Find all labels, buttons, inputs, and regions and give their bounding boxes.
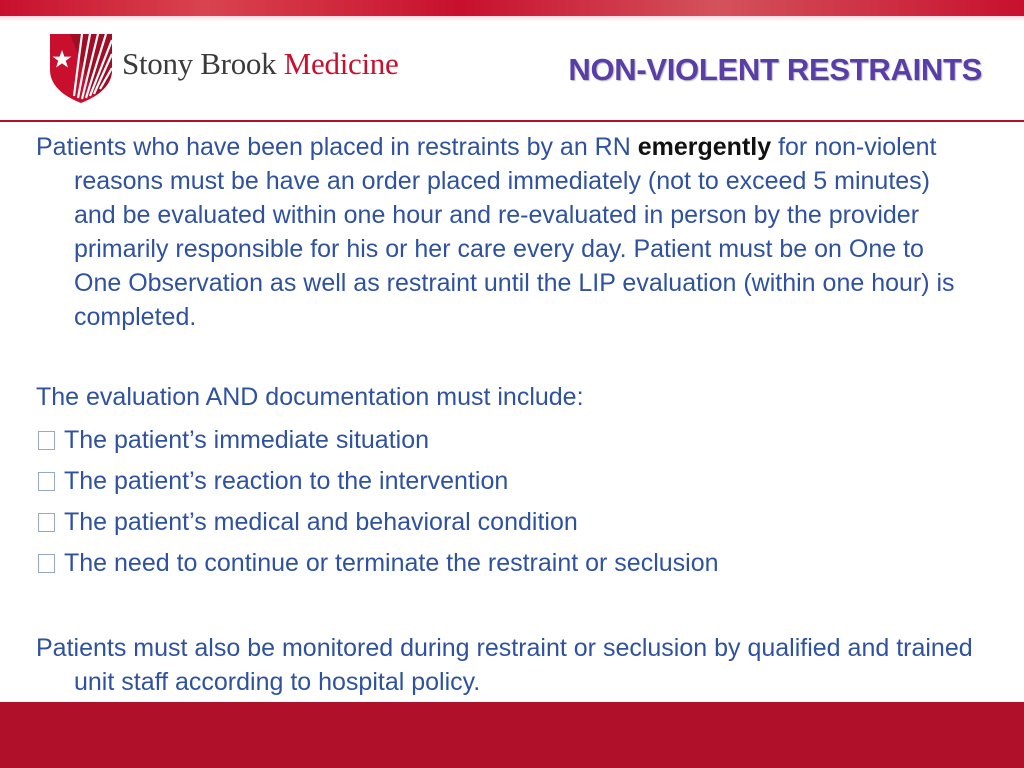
paragraph-emergent-restraints (36, 130, 976, 334)
header-divider (0, 120, 1024, 122)
list-item-text: The need to continue or terminate the restraint or seclusion (64, 549, 719, 577)
shield-star-logo-icon (48, 32, 114, 104)
slide-body (36, 130, 976, 699)
slide-title: NON-VIOLENT RESTRAINTS (568, 52, 982, 87)
paragraph-1-lead-text: Patients who have been placed in restraints by an RN (36, 133, 638, 161)
logo-text-medicine: Medicine (283, 46, 399, 81)
top-band-shadow (0, 16, 1024, 22)
emphasis-emergently: emergently (637, 133, 772, 161)
list-item (36, 502, 976, 543)
checkbox-bullet-icon (38, 554, 55, 573)
top-decorative-band (0, 0, 1024, 16)
paragraph-1-rest-text: for non-violent reasons must be have an order placed immediately (not to exceed 5 minutes) and be evaluated within one hour and re-evaluated in person by the provider primarily responsible for his or her care every day. Patient must be on One to One Observation as well as restraint until the LIP evaluation (within one hour) is completed. (74, 133, 955, 331)
list-item-text: The patient’s reaction to the intervention (64, 467, 509, 495)
checkbox-bullet-icon (38, 431, 55, 450)
paragraph-evaluation-requirements: The evaluation AND documentation must include: (36, 383, 584, 411)
list-item (36, 543, 976, 584)
list-item-text: The patient’s medical and behavioral condition (64, 508, 578, 536)
list-item (36, 461, 976, 502)
checkbox-bullet-icon (38, 513, 55, 532)
list-item (36, 420, 976, 461)
evaluation-checklist (36, 420, 976, 584)
list-item-text: The patient’s immediate situation (64, 426, 430, 454)
paragraph-monitoring: Patients must also be monitored during restraint or seclusion by qualified and trained unit staff according to hospital policy. (36, 634, 973, 696)
logo-text-stony-brook: Stony Brook (122, 46, 277, 81)
stony-brook-medicine-logo (48, 32, 448, 104)
logo-wordmark (122, 46, 398, 82)
checkbox-bullet-icon (38, 472, 55, 491)
footer-band (0, 702, 1024, 768)
